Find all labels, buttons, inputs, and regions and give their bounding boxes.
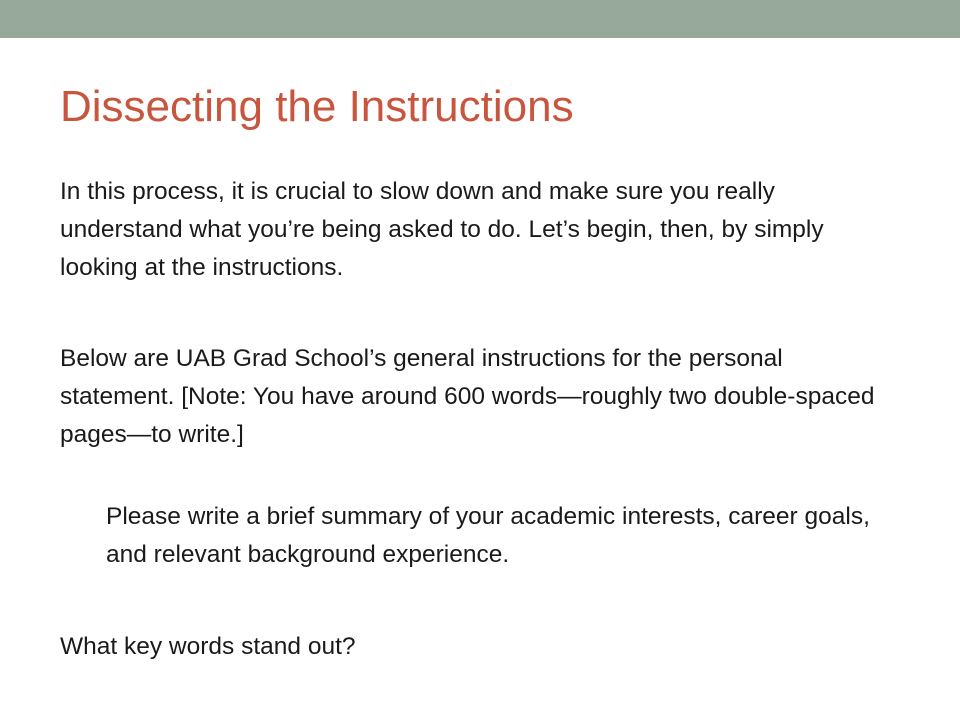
closing-question: What key words stand out? (60, 633, 356, 660)
intro-paragraph: In this process, it is crucial to slow down and make sure you really understand what you’re being asked to do. Let’s begin, then, by simply looking at the instructions. (60, 178, 824, 281)
instructions-paragraph: Below are UAB Grad School’s general instructions for the personal statement. [Note: You have around 600 words—roughly two double-spaced pages—to write.] (60, 345, 875, 448)
top-accent-bar (0, 0, 960, 38)
instruction-quote: Please write a brief summary of your academic interests, career goals, and relevant background experience. (106, 503, 870, 568)
slide-title: Dissecting the Instructions (60, 82, 574, 131)
